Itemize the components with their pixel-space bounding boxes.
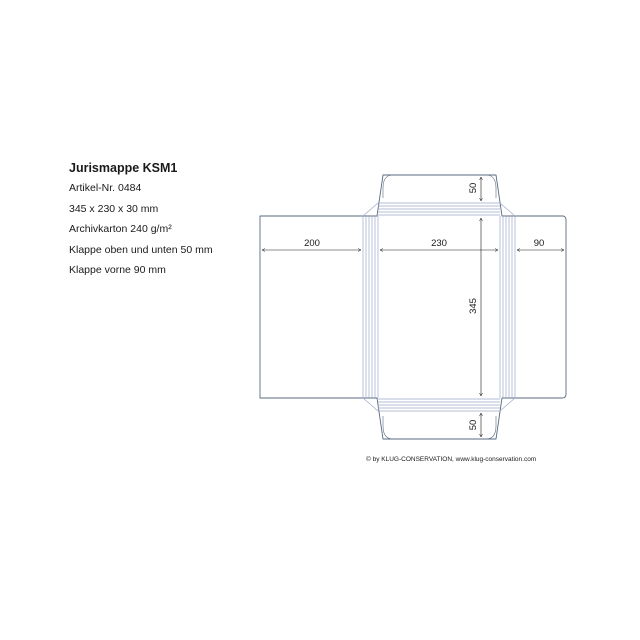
bottom-flap-creases	[378, 399, 500, 411]
spec-dimensions: 345 x 230 x 30 mm	[69, 202, 159, 215]
right-spine-creases	[500, 216, 515, 398]
dim-label-top-flap: 50	[468, 182, 479, 194]
folder-outline	[260, 175, 566, 439]
dim-label-center-panel: 230	[431, 238, 447, 249]
corner-diagonals	[363, 203, 515, 411]
left-spine-creases	[363, 216, 378, 398]
bottom-flap-shape	[383, 416, 496, 439]
dim-label-height: 345	[468, 298, 479, 314]
dim-label-bottom-flap: 50	[468, 419, 479, 431]
dim-label-right-flap: 90	[533, 238, 545, 249]
spec-front-flap: Klappe vorne 90 mm	[69, 264, 166, 277]
dim-label-left-panel: 200	[304, 238, 320, 249]
top-flap-creases	[378, 203, 500, 215]
spec-article-number: Artikel-Nr. 0484	[69, 182, 142, 194]
product-title: Jurismappe KSM1	[69, 161, 178, 175]
copyright-notice: © by KLUG-CONSERVATION, www.klug-conservation.com	[366, 456, 537, 463]
top-flap-shape	[383, 175, 496, 198]
spec-material: Archivkarton 240 g/m²	[69, 223, 172, 236]
spec-top-bottom-flap: Klappe oben und unten 50 mm	[69, 243, 213, 256]
